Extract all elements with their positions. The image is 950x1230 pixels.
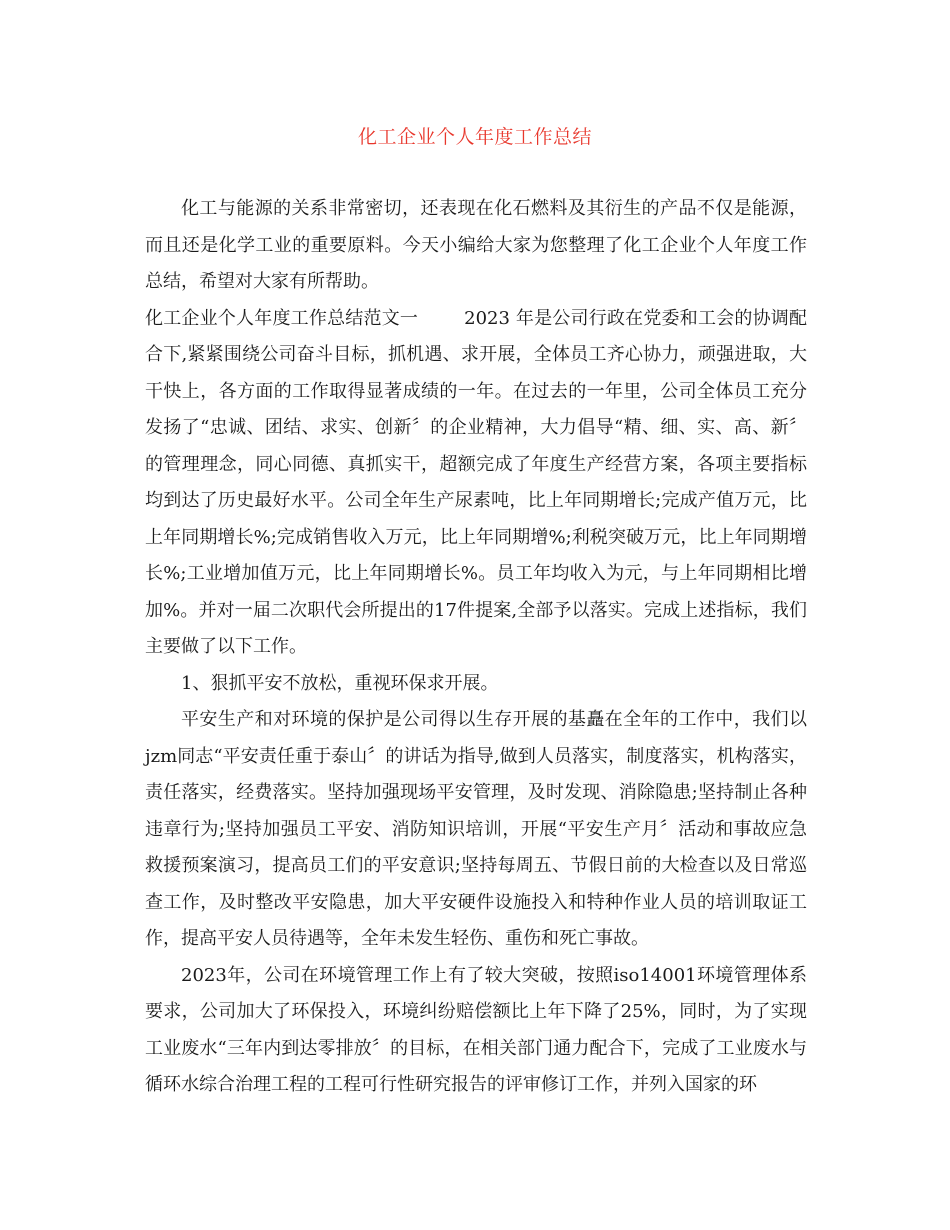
sample-body-text: 2023 年是公司行政在党委和工会的协调配合下,紧紧围绕公司奋斗目标，抓机遇、求开展，全体员工齐心协力，顽强进取，大干快上，各方面的工作取得显著成绩的一年。在过去的一年里，公司全体员工充分发扬了“忠诚、团结、求实、创新〞的企业精神，大力倡导“精、细、实、高、新〞的管理理念，同心同德、真抓实干，超额完成了年度生产经营方案，各项主要指标均到达了历史最好水平。公司全年生产尿素吨，比上年同期增长;完成产值万元，比上年同期增长%;完成销售收入万元，比上年同期增%;利税突破万元，比上年同期增长%;工业增加值万元，比上年同期增长%。员工年均收入为元，与上年同期相比增加%。并对一届二次职代会所提出的17件提案,全部予以落实。完成上述指标，我们主要做了以下工作。 bbox=[145, 307, 808, 657]
document-body bbox=[145, 191, 807, 1104]
section-1-paragraph-1: 平安生产和对环境的保护是公司得以生存开展的基矗在全年的工作中，我们以jzm同志“平安责任重于泰山〞的讲话为指导,做到人员落实，制度落实，机构落实，责任落实，经费落实。坚持加强现场平安管理，及时发现、消除隐患;坚持制止各种违章行为;坚持加强员工平安、消防知识培训，开展“平安生产月〞活动和事故应急救援预案演习，提高员工们的平安意识;坚持每周五、节假日前的大检查以及日常巡查工作，及时整改平安隐患，加大平安硬件设施投入和特种作业人员的培训取证工作，提高平安人员待遇等，全年未发生轻伤、重伤和死亡事故。 bbox=[145, 709, 807, 949]
section-1-heading: 1、狠抓平安不放松，重视环保求开展。 bbox=[181, 672, 499, 694]
sample-heading: 化工企业个人年度工作总结范文一 bbox=[145, 307, 419, 329]
section-1-paragraph-2: 2023年，公司在环境管理工作上有了较大突破，按照iso14001环境管理体系要求，公司加大了环保投入，环境纠纷赔偿额比上年下降了25%，同时，为了实现工业废水“三年内到达零排放〞的目标，在相关部门通力配合下，完成了工业废水与循环水综合治理工程的工程可行性研究报告的评审修订工作，并列入国家的环 bbox=[145, 964, 807, 1095]
sample-paragraph bbox=[145, 301, 807, 666]
document-title: 化工企业个人年度工作总结 bbox=[357, 126, 592, 148]
intro-paragraph: 化工与能源的关系非常密切，还表现在化石燃料及其衍生的产品不仅是能源，而且还是化学工业的重要原料。今天小编给大家为您整理了化工企业个人年度工作总结，希望对大家有所帮助。 bbox=[145, 198, 807, 292]
